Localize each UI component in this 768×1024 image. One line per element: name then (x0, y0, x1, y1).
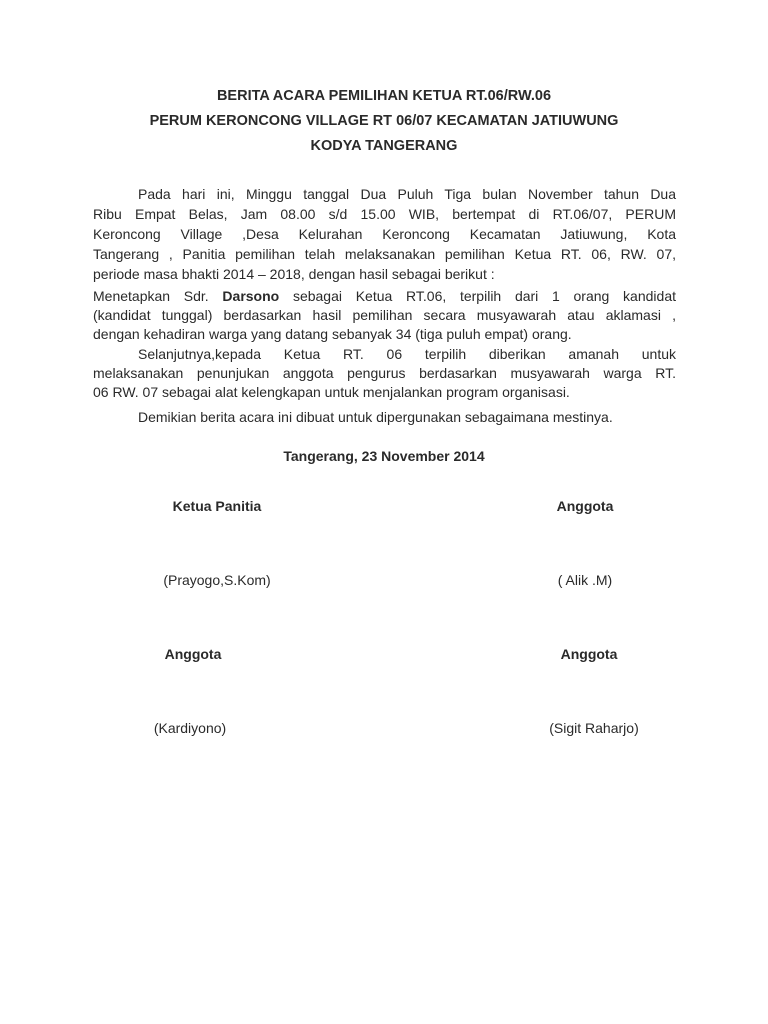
text-line: 06 RW. 07 sebagai alat kelengkapan untuk menjalankan program organisasi. (93, 384, 570, 400)
signature-name: ( Alik .M) (557, 572, 613, 588)
text-line (93, 287, 676, 305)
text-line: Tangerang , Panitia pemilihan telah melaksanakan pemilihan Ketua RT. 06, RW. 07, (93, 246, 676, 262)
text-line: Pada hari ini, Minggu tanggal Dua Puluh Tiga bulan November tahun Dua (138, 186, 676, 202)
signature-role: Anggota (164, 646, 222, 662)
signature-role: Anggota (556, 498, 614, 514)
title-line: PERUM KERONCONG VILLAGE RT 06/07 KECAMATAN JATIUWUNG (149, 113, 619, 129)
text-line: periode masa bhakti 2014 – 2018, dengan hasil sebagai berikut : (93, 266, 495, 282)
title-line: KODYA TANGERANG (310, 138, 458, 154)
text-line: (kandidat tunggal) berdasarkan hasil pemilihan secara musyawarah atau aklamasi , (93, 307, 676, 323)
text-line: Selanjutnya,kepada Ketua RT. 06 terpilih diberikan amanah untuk (138, 346, 676, 362)
place-date: Tangerang, 23 November 2014 (283, 448, 485, 464)
paragraph-4: Demikian berita acara ini dibuat untuk dipergunakan sebagaimana mestinya. (138, 409, 613, 425)
text-line: melaksanakan penunjukan anggota pengurus berdasarkan musyawarah warga RT. (93, 365, 676, 381)
signature-role: Anggota (560, 646, 618, 662)
signature-name: (Prayogo,S.Kom) (163, 572, 271, 588)
text-line: dengan kehadiran warga yang datang sebanyak 34 (tiga puluh empat) orang. (93, 326, 572, 342)
elected-name: Darsono (222, 288, 280, 304)
text-suffix: sebagai Ketua RT.06, terpilih dari 1 orang kandidat (292, 288, 676, 304)
text-line: Ribu Empat Belas, Jam 08.00 s/d 15.00 WIB, bertempat di RT.06/07, PERUM (93, 206, 676, 222)
title-line: BERITA ACARA PEMILIHAN KETUA RT.06/RW.06 (216, 88, 552, 104)
signature-name: (Kardiyono) (153, 720, 227, 736)
text-line: Keroncong Village ,Desa Kelurahan Keroncong Kecamatan Jatiuwung, Kota (93, 226, 676, 242)
signature-role: Ketua Panitia (172, 498, 262, 514)
text-prefix: Menetapkan Sdr. (93, 288, 209, 304)
signature-name: (Sigit Raharjo) (549, 720, 639, 736)
